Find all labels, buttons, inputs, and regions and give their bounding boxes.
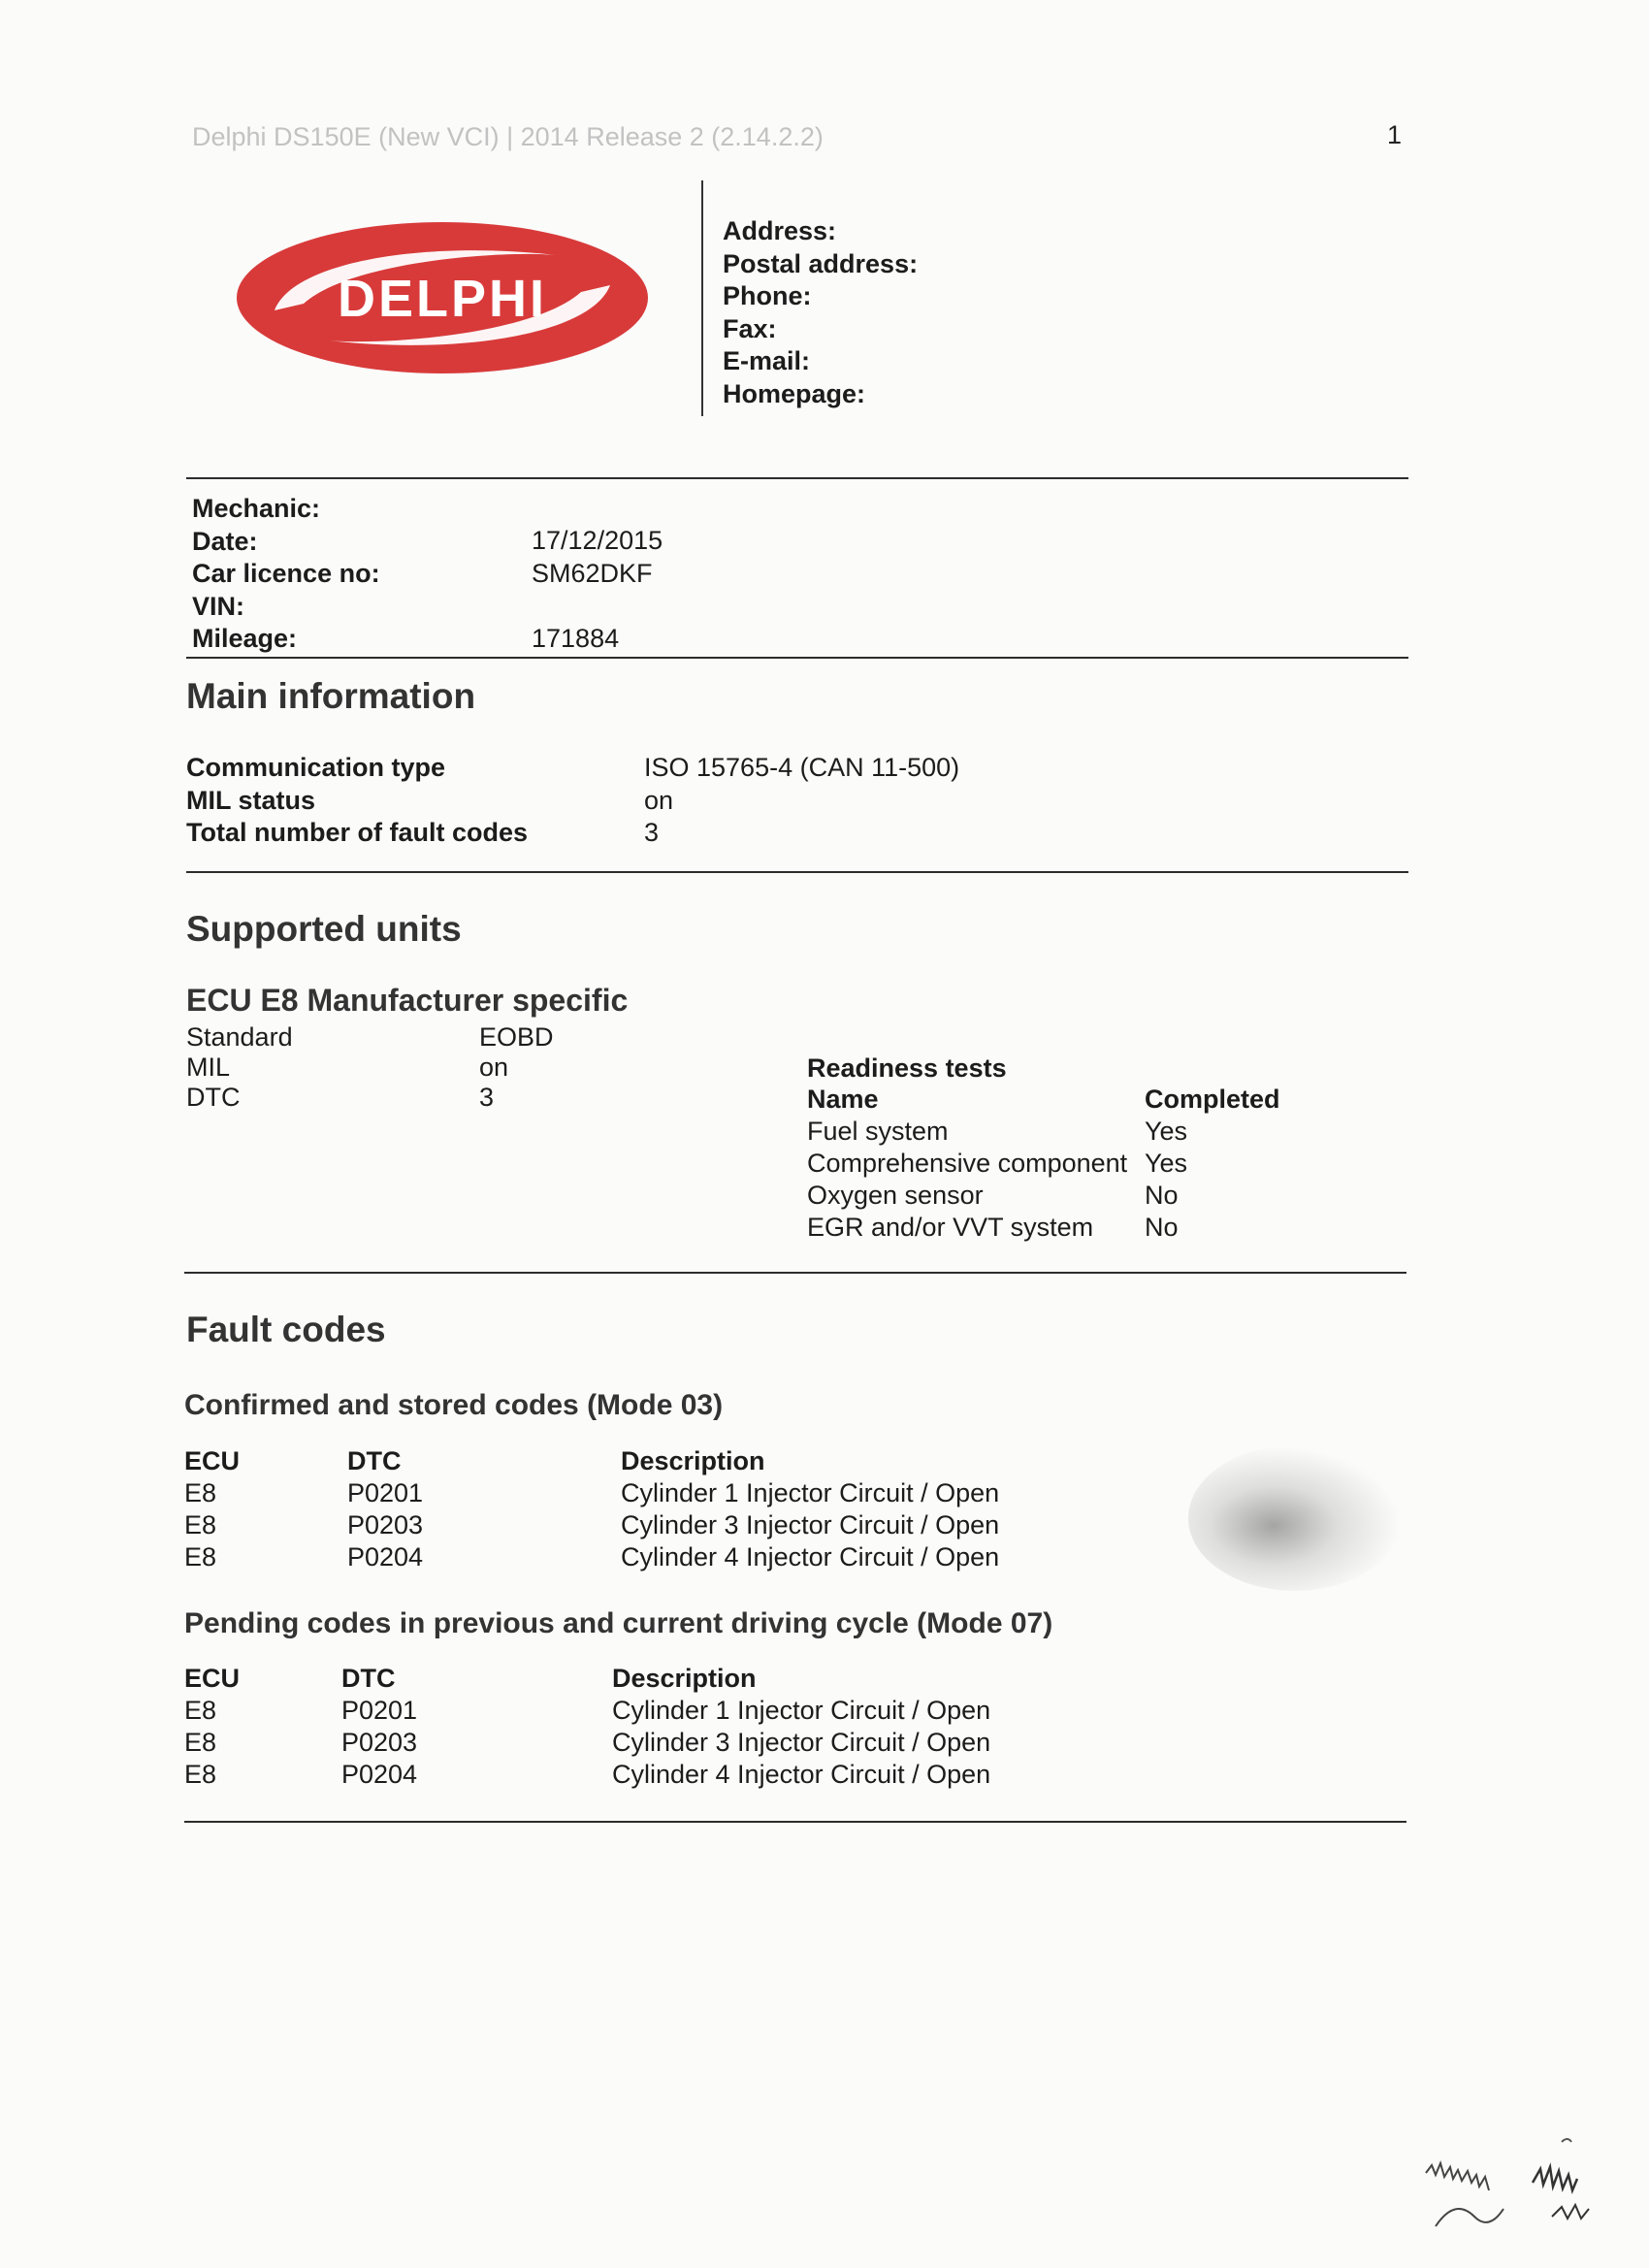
divider xyxy=(184,1821,1406,1823)
total-fault-codes-value: 3 xyxy=(644,818,660,847)
ecu-cell: E8 xyxy=(184,1510,217,1539)
communication-type-label: Communication type xyxy=(186,753,446,782)
supported-units-heading: Supported units xyxy=(186,909,462,949)
readiness-name: EGR and/or VVT system xyxy=(807,1213,1094,1242)
handwritten-scribble xyxy=(1416,2134,1610,2241)
smudge-mark xyxy=(1188,1445,1402,1591)
readiness-name: Comprehensive component xyxy=(807,1149,1128,1178)
pending-codes-table xyxy=(184,1663,1057,1791)
col-ecu-header: ECU xyxy=(184,1446,241,1475)
header-divider xyxy=(701,180,703,416)
communication-type-value: ISO 15765-4 (CAN 11-500) xyxy=(644,753,960,782)
description-cell: Cylinder 4 Injector Circuit / Open xyxy=(612,1760,991,1789)
standard-value: EOBD xyxy=(479,1022,554,1052)
ecu-cell: E8 xyxy=(184,1542,217,1571)
readiness-completed: No xyxy=(1145,1213,1179,1242)
ecu-heading: ECU E8 Manufacturer specific xyxy=(186,983,629,1018)
col-description-header: Description xyxy=(612,1664,757,1693)
table-header-row xyxy=(807,1084,1331,1116)
description-cell: Cylinder 4 Injector Circuit / Open xyxy=(621,1542,1000,1571)
readiness-completed: Yes xyxy=(1145,1149,1188,1178)
ecu-cell: E8 xyxy=(184,1760,217,1789)
divider xyxy=(186,657,1408,659)
table-row xyxy=(184,1759,1057,1791)
table-header-row xyxy=(184,1445,1057,1477)
dtc-cell: P0201 xyxy=(347,1478,424,1507)
ecu-info-values xyxy=(479,1022,554,1113)
address-label: Address: xyxy=(723,216,837,245)
readiness-completed: Yes xyxy=(1145,1117,1188,1146)
readiness-completed: No xyxy=(1145,1181,1179,1210)
main-information-heading: Main information xyxy=(186,676,476,716)
vehicle-info-labels xyxy=(192,493,380,656)
dtc-cell: P0204 xyxy=(347,1542,424,1571)
fax-label: Fax: xyxy=(723,313,777,343)
table-row xyxy=(184,1695,1057,1727)
col-completed-header: Completed xyxy=(1145,1085,1280,1114)
readiness-tests-heading: Readiness tests xyxy=(807,1053,1007,1083)
col-dtc-header: DTC xyxy=(341,1664,396,1693)
mechanic-label: Mechanic: xyxy=(192,494,321,523)
table-row xyxy=(184,1727,1057,1759)
postal-address-label: Postal address: xyxy=(723,248,919,278)
main-information-labels xyxy=(186,752,528,850)
phone-label: Phone: xyxy=(723,281,812,310)
table-row xyxy=(807,1180,1331,1212)
dtc-cell: P0203 xyxy=(341,1728,418,1757)
description-cell: Cylinder 1 Injector Circuit / Open xyxy=(612,1696,991,1725)
col-dtc-header: DTC xyxy=(347,1446,402,1475)
date-value: 17/12/2015 xyxy=(532,526,663,555)
mil-label: MIL xyxy=(186,1053,231,1082)
main-information-values xyxy=(644,752,959,850)
mil-status-label: MIL status xyxy=(186,785,316,815)
table-row xyxy=(184,1509,1057,1541)
vin-label: VIN: xyxy=(192,591,244,621)
report-header-title: Delphi DS150E (New VCI) | 2014 Release 2 (2.14.2.2) xyxy=(192,122,824,151)
confirmed-codes-heading: Confirmed and stored codes (Mode 03) xyxy=(184,1389,724,1421)
contact-block xyxy=(723,215,918,410)
licence-value: SM62DKF xyxy=(532,559,653,588)
delphi-logo xyxy=(236,221,649,374)
mil-status-value: on xyxy=(644,785,674,815)
table-row xyxy=(807,1116,1331,1148)
readiness-table xyxy=(807,1084,1331,1244)
ecu-cell: E8 xyxy=(184,1728,217,1757)
divider xyxy=(186,477,1408,479)
logo-text: DELPHI xyxy=(337,270,548,328)
table-row xyxy=(184,1541,1057,1573)
email-label: E-mail: xyxy=(723,346,811,375)
col-name-header: Name xyxy=(807,1085,879,1114)
mil-value: on xyxy=(479,1053,509,1082)
fault-codes-heading: Fault codes xyxy=(186,1310,386,1349)
readiness-name: Oxygen sensor xyxy=(807,1181,984,1210)
table-row xyxy=(184,1477,1057,1509)
ecu-info-labels xyxy=(186,1022,293,1113)
table-row xyxy=(807,1212,1331,1244)
dtc-cell: P0204 xyxy=(341,1760,418,1789)
description-cell: Cylinder 3 Injector Circuit / Open xyxy=(612,1728,991,1757)
dtc-label: DTC xyxy=(186,1083,241,1112)
confirmed-codes-table xyxy=(184,1445,1057,1573)
table-row xyxy=(807,1148,1331,1180)
standard-label: Standard xyxy=(186,1022,293,1052)
page-number: 1 xyxy=(1387,120,1403,149)
mileage-label: Mileage: xyxy=(192,624,298,653)
description-cell: Cylinder 1 Injector Circuit / Open xyxy=(621,1478,1000,1507)
ecu-cell: E8 xyxy=(184,1696,217,1725)
divider xyxy=(184,1272,1406,1274)
pending-codes-heading: Pending codes in previous and current driving cycle (Mode 07) xyxy=(184,1607,1053,1639)
homepage-label: Homepage: xyxy=(723,378,866,408)
col-description-header: Description xyxy=(621,1446,765,1475)
table-header-row xyxy=(184,1663,1057,1695)
licence-label: Car licence no: xyxy=(192,559,380,588)
divider xyxy=(186,871,1408,873)
total-fault-codes-label: Total number of fault codes xyxy=(186,818,529,847)
mileage-value: 171884 xyxy=(532,624,620,653)
dtc-cell: P0203 xyxy=(347,1510,424,1539)
date-label: Date: xyxy=(192,526,258,556)
dtc-value: 3 xyxy=(479,1083,495,1112)
ecu-cell: E8 xyxy=(184,1478,217,1507)
readiness-name: Fuel system xyxy=(807,1117,949,1146)
col-ecu-header: ECU xyxy=(184,1664,241,1693)
dtc-cell: P0201 xyxy=(341,1696,418,1725)
description-cell: Cylinder 3 Injector Circuit / Open xyxy=(621,1510,1000,1539)
